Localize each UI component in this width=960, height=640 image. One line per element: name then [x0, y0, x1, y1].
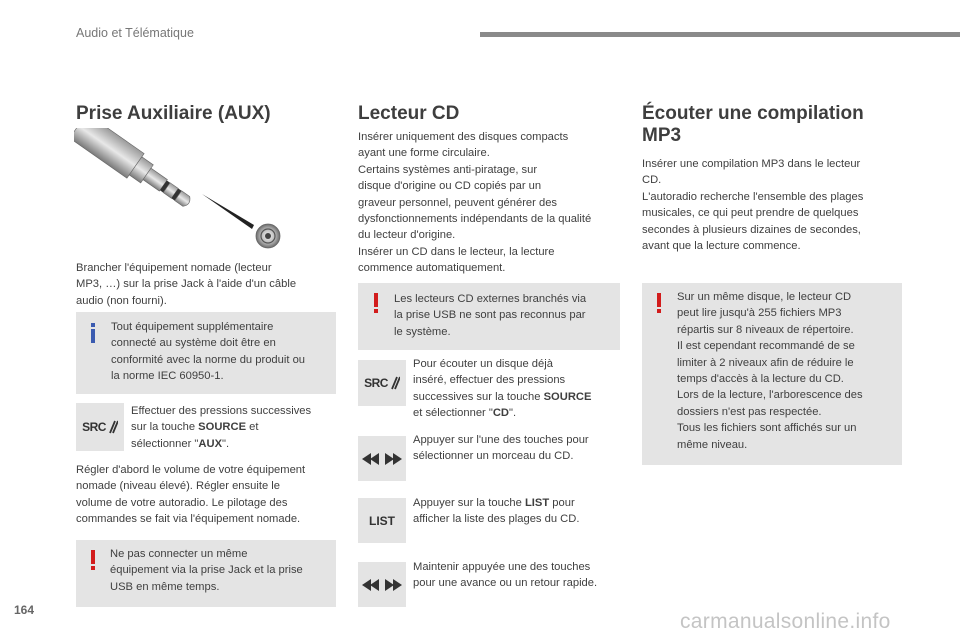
aux-volume-text: Régler d'abord le volume de votre équipement nomade (niveau élevé). Régler ensuite le volume de votre autoradio. Le pilotage des commandes se fait via l'équipement nomade.	[76, 464, 306, 526]
skip-arrows-icon	[362, 578, 402, 592]
track-skip-buttons	[358, 436, 406, 481]
jack-plug-illustration	[74, 128, 294, 253]
src-slash-icon	[106, 420, 118, 434]
cd-list-step: Appuyer sur la touche LIST pour afficher la liste des plages du CD.	[413, 497, 580, 526]
aux-info-box	[76, 312, 336, 394]
aux-warning-box	[76, 540, 336, 607]
cd-src-step: Pour écouter un disque déjà inséré, effectuer des pressions successives sur la touche SOURCE et sélectionner "CD".	[413, 358, 592, 420]
warning-icon	[656, 293, 662, 313]
info-icon	[90, 323, 96, 343]
cd-warning-text: Les lecteurs CD externes branchés via la prise USB ne sont pas reconnus par le système.	[394, 293, 587, 338]
aux-title: Prise Auxiliaire (AUX)	[76, 103, 271, 124]
warning-icon	[90, 550, 96, 570]
page-number: 164	[14, 603, 35, 617]
mp3-title: Écouter une compilation MP3	[642, 103, 864, 146]
src-slash-icon	[388, 376, 400, 390]
src-button	[76, 403, 124, 451]
header-bar	[480, 32, 960, 37]
list-button-label: LIST	[369, 513, 395, 528]
cd-warning-box	[358, 283, 620, 350]
warning-icon	[373, 293, 379, 313]
cd-hold-step: Maintenir appuyée une des touches pour une avance ou un retour rapide.	[413, 561, 598, 590]
list-button	[358, 498, 406, 543]
mp3-intro: Insérer une compilation MP3 dans le lecteur CD. L'autoradio recherche l'ensemble des plages musicales, ce qui peut prendre de quelques secondes à plusieurs dizaines de secondes, avant que la lecture commence.	[642, 158, 864, 253]
aux-src-step: Effectuer des pressions successives sur la touche SOURCE et sélectionner "AUX".	[131, 405, 312, 450]
cd-track-step: Appuyer sur l'une des touches pour sélectionner un morceau du CD.	[413, 434, 589, 463]
cd-intro: Insérer uniquement des disques compacts ayant une forme circulaire. Certains systèmes anti-piratage, sur disque d'origine ou CD copiés par un graveur personnel, peuvent générer des dysfonctionnements indépendants de la qualité du lecteur d'origine. Insérer un CD dans le lecteur, la lecture commence automatiquement.	[358, 131, 592, 275]
skip-arrows-icon	[362, 452, 402, 466]
fast-forward-rewind-buttons	[358, 562, 406, 607]
aux-info-text: Tout équipement supplémentaire connecté au système doit être en conformité avec la norme du produit ou la norme IEC 60950-1.	[111, 321, 306, 383]
watermark: carmanualsonline.info	[680, 610, 891, 633]
aux-intro: Brancher l'équipement nomade (lecteur MP3, …) sur la prise Jack à l'aide d'un câble audio (non fourni).	[76, 262, 297, 307]
src-button-label: SRC	[364, 376, 388, 390]
src-button-label: SRC	[82, 420, 106, 434]
mp3-warning-box	[642, 283, 902, 465]
src-button	[358, 360, 406, 406]
cd-title: Lecteur CD	[358, 103, 460, 124]
aux-warning-text: Ne pas connecter un même équipement via la prise Jack et la prise USB en même temps.	[110, 548, 303, 593]
header-title: Audio et Télématique	[76, 26, 194, 40]
mp3-warning-text: Sur un même disque, le lecteur CD peut lire jusqu'à 255 fichiers MP3 répartis sur 8 niveaux de répertoire. Il est cependant recommandé de se limiter à 2 niveaux afin de réduire le temps d'accès à la lecture du CD. Lors de la lecture, l'arborescence des dossiers n'est pas respectée. Tous les fichiers sont affichés sur un même niveau.	[677, 291, 863, 451]
